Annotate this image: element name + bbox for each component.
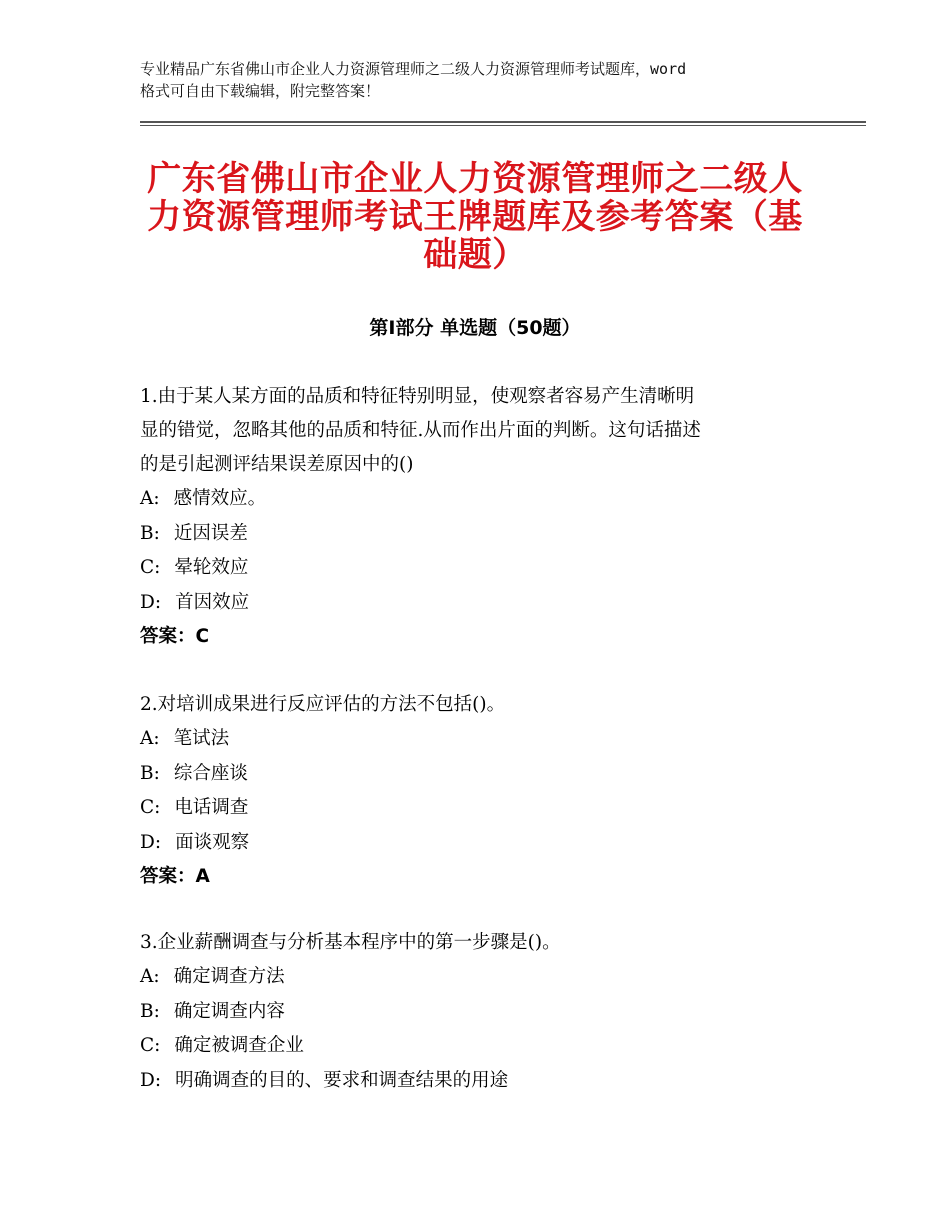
question-1	[140, 380, 820, 654]
option-c	[140, 791, 820, 826]
option-letter: B:	[140, 522, 160, 544]
document-title-line: 广东省佛山市企业人力资源管理师之二级人	[147, 159, 803, 199]
option-c	[140, 1029, 820, 1064]
option-b	[140, 995, 820, 1030]
option-text: 感情效应。	[173, 488, 267, 509]
option-d	[140, 826, 820, 861]
option-text: 综合座谈	[173, 762, 248, 784]
option-text: 笔试法	[173, 728, 230, 749]
question-text-line: 的是引起测评结果误差原因中的()	[140, 454, 414, 475]
document-title	[140, 160, 810, 274]
header-divider	[140, 121, 866, 123]
question-2	[140, 688, 820, 894]
header-note-line: 专业精品广东省佛山市企业人力资源管理师之二级人力资源管理师考试题库，word	[140, 60, 687, 78]
option-letter: D:	[140, 831, 162, 853]
option-letter: A:	[140, 966, 160, 987]
option-letter: B:	[140, 762, 160, 784]
option-text: 首因效应	[175, 591, 250, 613]
option-d	[140, 586, 820, 621]
option-b	[140, 517, 820, 552]
option-letter: C:	[140, 557, 161, 578]
option-letter: C:	[140, 1035, 161, 1056]
question-text-line: 1.由于某人某方面的品质和特征特别明显，使观察者容易产生清晰明	[140, 386, 695, 407]
header-note	[140, 58, 830, 102]
answer-line: 答案：A	[140, 866, 210, 887]
option-a	[140, 482, 820, 517]
question-3	[140, 926, 820, 1098]
question-text-line: 显的错觉，忽略其他的品质和特征.从而作出片面的判断。这句话描述	[140, 420, 701, 441]
answer-line: 答案：C	[140, 626, 210, 647]
option-a	[140, 960, 820, 995]
option-text: 近因误差	[173, 522, 248, 544]
option-b	[140, 757, 820, 792]
document-title-line: 力资源管理师考试王牌题库及参考答案（基	[147, 197, 803, 237]
option-text: 确定调查内容	[173, 1000, 285, 1022]
option-letter: D:	[140, 591, 162, 613]
question-text-line: 2.对培训成果进行反应评估的方法不包括()。	[140, 694, 506, 715]
header-divider-thin	[140, 125, 866, 126]
option-text: 确定被调查企业	[174, 1035, 304, 1056]
option-letter: B:	[140, 1000, 160, 1022]
option-text: 确定调查方法	[173, 966, 285, 987]
option-text: 明确调查的目的、要求和调查结果的用途	[175, 1069, 509, 1091]
option-a	[140, 722, 820, 757]
option-text: 晕轮效应	[174, 557, 249, 578]
option-c	[140, 551, 820, 586]
option-letter: D:	[140, 1069, 162, 1091]
option-letter: A:	[140, 488, 160, 509]
option-letter: C:	[140, 797, 161, 818]
section-title: 第Ⅰ部分 单选题（50题）	[369, 317, 581, 339]
document-title-line: 础题）	[423, 235, 527, 275]
option-text: 电话调查	[174, 797, 249, 818]
option-text: 面谈观察	[175, 831, 250, 853]
question-text-line: 3.企业薪酬调查与分析基本程序中的第一步骤是()。	[140, 932, 561, 953]
header-note-line: 格式可自由下载编辑，附完整答案！	[140, 82, 381, 100]
option-d	[140, 1064, 820, 1099]
option-letter: A:	[140, 728, 160, 749]
